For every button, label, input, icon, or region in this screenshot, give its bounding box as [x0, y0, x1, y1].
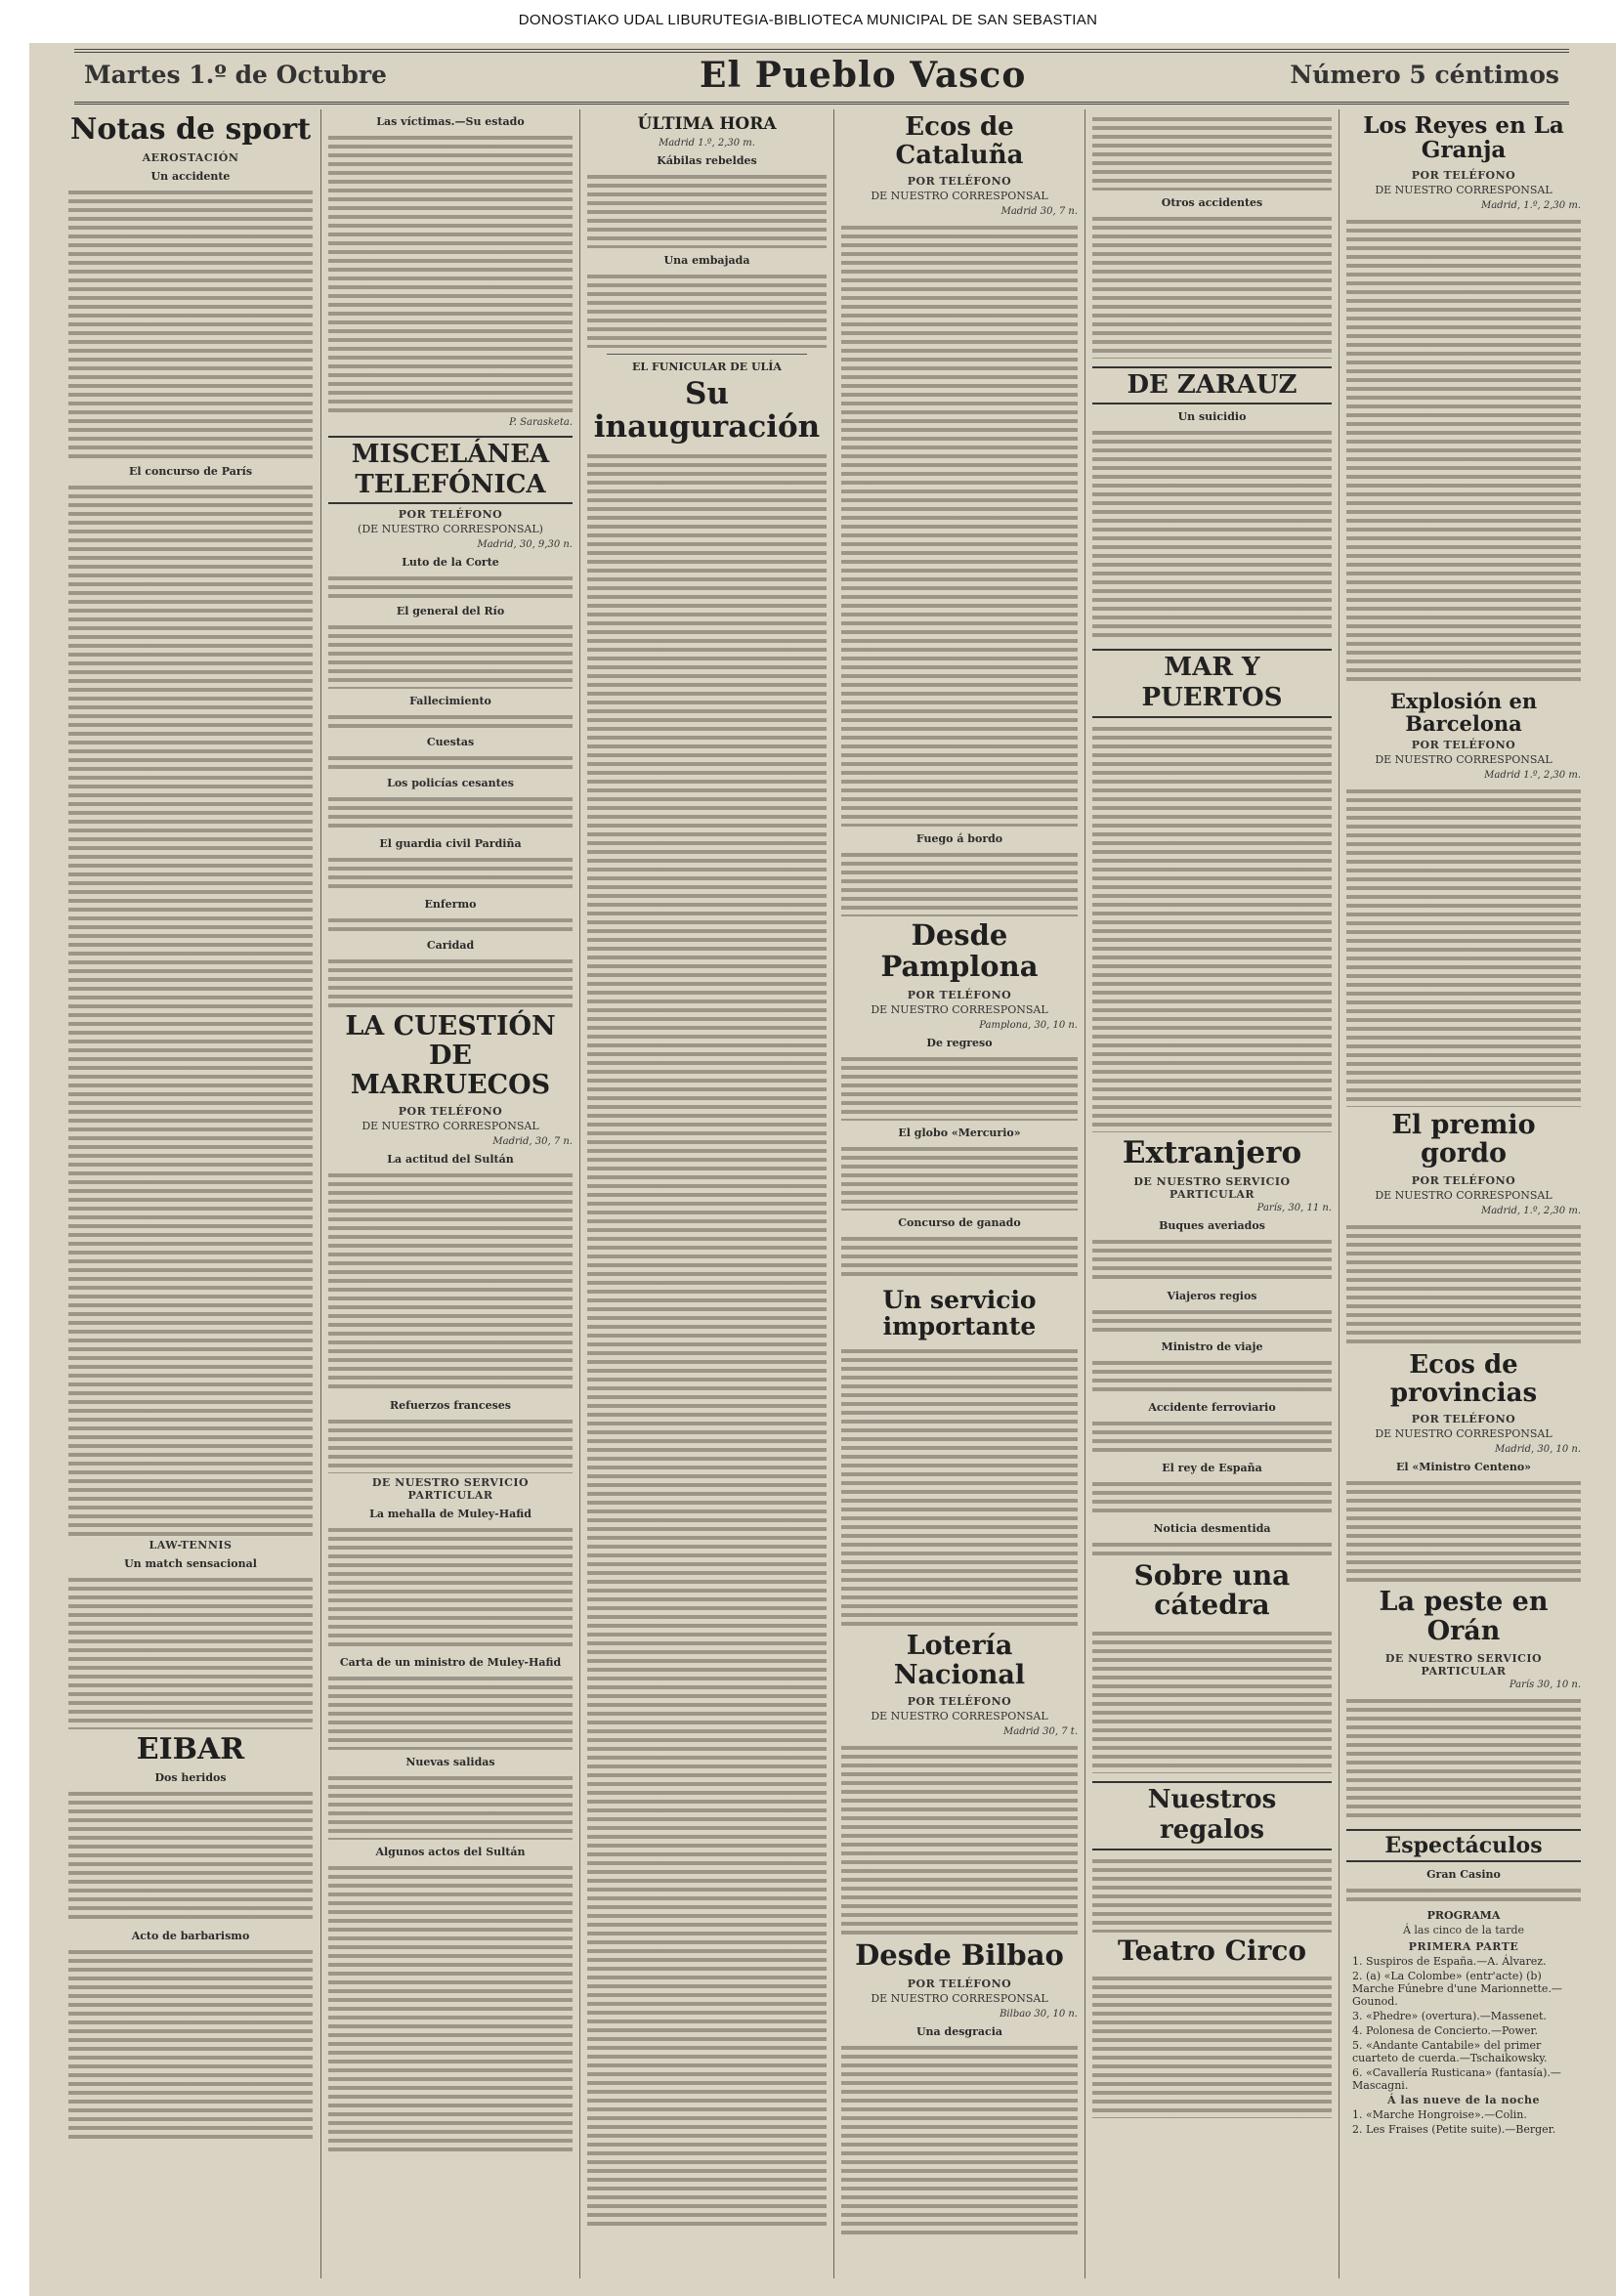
subhead: Cuestas [426, 736, 475, 749]
subhead: Nuevas salidas [405, 1756, 495, 1769]
article-text [328, 853, 573, 892]
article-text [328, 572, 573, 599]
headline-ultima-hora: ÚLTIMA HORA [637, 114, 777, 134]
headline-mar-puertos: MAR Y PUERTOS [1092, 649, 1332, 717]
article-text [328, 131, 573, 414]
dateline: Madrid 1.º, 2,30 m. [1484, 769, 1581, 781]
column-rule [1084, 109, 1085, 2278]
masthead-date: Martes 1.º de Octubre [84, 61, 387, 89]
program-item: 6. «Cavallería Rusticana» (fantasía).—Mascagni. [1352, 2066, 1561, 2093]
article-text [1092, 426, 1332, 641]
article-text [68, 1787, 313, 1924]
byline: DE NUESTRO CORRESPONSAL [871, 1992, 1048, 2006]
subhead: Algunos actos del Sultán [375, 1846, 526, 1859]
byline: DE NUESTRO SERVICIO PARTICULAR [371, 1476, 530, 1503]
article-text [1092, 1854, 1332, 1933]
article-text [1092, 1417, 1332, 1456]
subhead: Un match sensacional [124, 1557, 257, 1570]
subhead: Una desgracia [915, 2025, 1003, 2039]
subhead: El «Ministro Centeno» [1395, 1461, 1532, 1474]
article-text [328, 620, 573, 689]
article-text [841, 1232, 1078, 1281]
headline-eibar: EIBAR [136, 1732, 245, 1766]
dateline: Madrid, 30, 10 n. [1495, 1444, 1581, 1456]
article-text [1092, 1538, 1332, 1557]
article-text [841, 1052, 1078, 1121]
subhead: Fallecimiento [409, 695, 491, 708]
byline: (DE NUESTRO CORRESPONSAL) [358, 523, 543, 536]
article-text [328, 914, 573, 933]
subhead: Acto de barbarismo [131, 1930, 250, 1942]
article-text [1092, 722, 1332, 1132]
headline-notas-sport: Notas de sport [69, 112, 312, 147]
subhead: Á las nueve de la noche [1386, 2094, 1541, 2107]
article-text [1346, 1884, 1581, 1903]
article-text [68, 481, 313, 1536]
headline-inauguracion: Su inauguración [593, 375, 821, 445]
subhead: Refuerzos franceses [389, 1399, 511, 1413]
article-text [1346, 1476, 1581, 1584]
dateline: Pamplona, 30, 10 n. [979, 1019, 1078, 1031]
column-3 [587, 109, 827, 2288]
article-text [68, 186, 313, 459]
dateline: Madrid 1.º, 2,30 m. [659, 137, 755, 149]
byline: DE NUESTRO CORRESPONSAL [361, 1120, 539, 1133]
subhead: Gran Casino [1426, 1868, 1501, 1882]
column-rule [579, 109, 580, 2278]
byline: POR TELÉFONO [1411, 1174, 1516, 1188]
program-item: 2. Les Fraises (Petite suite).—Berger. [1352, 2123, 1556, 2137]
article-text [841, 1344, 1078, 1628]
subhead: Concurso de ganado [898, 1215, 1021, 1229]
subhead: Un suicidio [1177, 410, 1247, 424]
headline-reyes-granja: Los Reyes en La Granja [1363, 112, 1564, 164]
byline: DE NUESTRO CORRESPONSAL [871, 1002, 1048, 1016]
subhead: EL FUNICULAR DE ULÍA [632, 360, 782, 373]
byline: POR TELÉFONO [907, 1977, 1012, 1991]
article-text [328, 792, 573, 831]
divider [607, 354, 807, 355]
subhead: Ministro de viaje [1161, 1339, 1263, 1353]
masthead [74, 49, 1569, 105]
byline: POR TELÉFONO [907, 175, 1012, 189]
article-text [1092, 112, 1332, 191]
byline: POR TELÉFONO [1411, 738, 1516, 751]
archive-title: DONOSTIAKO UDAL LIBURUTEGIA-BIBLIOTECA MUNICIPAL DE SAN SEBASTIAN [518, 11, 1098, 28]
dateline: Madrid 30, 7 t. [1003, 1726, 1078, 1738]
article-text [68, 1945, 313, 2141]
headline-zarauz: DE ZARAUZ [1092, 366, 1332, 404]
headline-regalos: Nuestros regalos [1092, 1781, 1332, 1850]
article-text [841, 2041, 1078, 2236]
article-text [1092, 1627, 1332, 1773]
subhead: Noticia desmentida [1153, 1521, 1271, 1535]
article-text [328, 1523, 573, 1650]
program-item: 1. Suspiros de España.—A. Álvarez. [1352, 1955, 1547, 1969]
program-item: 2. (a) «La Colombe» (entr'acte) (b) Marche Fúnebre d'une Marionnette.—Gounod. [1352, 1970, 1562, 2009]
byline: POR TELÉFONO [907, 988, 1012, 1001]
article-text [328, 1415, 573, 1473]
subhead: El guardia civil Pardiña [379, 837, 522, 851]
subhead: El concurso de París [128, 465, 253, 478]
headline-pamplona: Desde Pamplona [880, 918, 1039, 984]
dateline: París, 30, 11 n. [1256, 1202, 1332, 1213]
headline-ecos-provincias: Ecos de provincias [1389, 1350, 1538, 1408]
article-text [328, 1169, 573, 1393]
dateline: Madrid, 30, 9,30 n. [477, 539, 573, 551]
headline-loteria: Lotería Nacional [893, 1630, 1026, 1690]
masthead-title: El Pueblo Vasco [700, 55, 1027, 96]
subhead: Accidente ferroviario [1148, 1400, 1276, 1414]
article-text [1092, 212, 1332, 359]
subhead: Á las cinco de la tarde [1402, 1924, 1525, 1937]
subhead: Los policías cesantes [387, 777, 514, 790]
headline-miscelanea: MISCELÁNEA TELEFÓNICA [328, 436, 573, 504]
dateline: Madrid, 1.º, 2,30 m. [1480, 199, 1581, 211]
article-text [841, 221, 1078, 827]
article-text [587, 270, 827, 348]
column-1 [68, 109, 313, 2288]
subhead: Carta de un ministro de Muley-Hafid [339, 1656, 562, 1670]
article-text [1092, 1235, 1332, 1284]
headline-premio-gordo: El premio gordo [1391, 1109, 1536, 1169]
subhead: Caridad [426, 939, 475, 953]
headline-extranjero: Extranjero [1122, 1134, 1302, 1170]
dateline: París 30, 10 n. [1509, 1679, 1581, 1690]
article-text [68, 1573, 313, 1729]
byline: DE NUESTRO CORRESPONSAL [871, 190, 1048, 203]
article-text [328, 1771, 573, 1840]
column-6 [1346, 109, 1581, 2288]
byline: POR TELÉFONO [1411, 1413, 1516, 1426]
subhead: Kábilas rebeldes [657, 153, 757, 167]
article-text [841, 1142, 1078, 1211]
byline: DE NUESTRO CORRESPONSAL [871, 1710, 1048, 1723]
subhead: Las víctimas.—Su estado [376, 115, 525, 128]
subhead: Otros accidentes [1161, 196, 1263, 209]
article-text [328, 955, 573, 1008]
byline: DE NUESTRO CORRESPONSAL [1375, 1427, 1552, 1441]
byline: DE NUESTRO SERVICIO PARTICULAR [1133, 1174, 1291, 1201]
byline: DE NUESTRO CORRESPONSAL [1375, 1189, 1552, 1203]
subhead: Fuego á bordo [915, 832, 1003, 846]
byline: DE NUESTRO CORRESPONSAL [1375, 752, 1552, 766]
headline-catedra: Sobre una cátedra [1133, 1558, 1291, 1622]
subhead: PROGRAMA [1426, 1909, 1501, 1923]
section-label: AEROSTACIÓN [142, 151, 239, 164]
program-item: 1. «Marche Hongroise».—Colin. [1352, 2108, 1527, 2122]
section-label: LAW-TENNIS [149, 1539, 233, 1552]
subhead: PRIMERA PARTE [1408, 1940, 1519, 1954]
subhead: La actitud del Sultán [387, 1153, 514, 1167]
subhead: Viajeros regios [1167, 1289, 1257, 1302]
article-text [1346, 215, 1581, 684]
article-text [1092, 1356, 1332, 1395]
article-text [1346, 1694, 1581, 1821]
signature: P. Sarasketa. [509, 417, 573, 428]
subhead: Luto de la Corte [402, 556, 499, 570]
article-text [328, 710, 573, 730]
article-text [328, 751, 573, 771]
archive-header [0, 0, 1616, 39]
column-rule [320, 109, 321, 2278]
headline-bilbao: Desde Bilbao [855, 1938, 1064, 1973]
headline-servicio: Un servicio importante [882, 1285, 1037, 1341]
subhead: De regreso [926, 1036, 993, 1049]
subhead: El globo «Mercurio» [898, 1126, 1021, 1139]
subhead: Un accidente [150, 170, 231, 183]
column-4 [841, 109, 1078, 2288]
byline: POR TELÉFONO [398, 1105, 503, 1119]
program-item: 5. «Andante Cantabile» del primer cuarteto de cuerda.—Tschaikowsky. [1352, 2039, 1548, 2065]
column-2 [328, 109, 573, 2288]
article-text [841, 848, 1078, 916]
article-text [841, 1741, 1078, 1936]
subhead: El general del Río [396, 605, 505, 618]
article-text [328, 1861, 573, 2154]
subhead: Buques averiados [1159, 1218, 1265, 1232]
byline: POR TELÉFONO [907, 1695, 1012, 1709]
article-text [587, 449, 827, 2228]
article-text [1092, 1972, 1332, 2118]
byline: POR TELÉFONO [398, 508, 503, 522]
article-text [587, 170, 827, 248]
subhead: Enfermo [424, 898, 477, 912]
headline-explosion: Explosión en Barcelona [1389, 688, 1538, 736]
headline-teatro-circo: Teatro Circo [1117, 1934, 1307, 1967]
article-text [1346, 785, 1581, 1107]
headline-ecos-cataluna: Ecos de Cataluña [895, 112, 1024, 170]
byline: DE NUESTRO CORRESPONSAL [1375, 183, 1552, 196]
column-5 [1092, 109, 1332, 2288]
newspaper-page [29, 43, 1616, 2296]
subhead: La mehalla de Muley-Hafid [369, 1508, 532, 1521]
column-rule [833, 109, 834, 2278]
dateline: Madrid 30, 7 n. [1000, 206, 1078, 218]
subhead: Una embajada [663, 253, 750, 267]
program-item: 4. Polonesa de Concierto.—Power. [1352, 2024, 1539, 2038]
program-item: 3. «Phedre» (overtura).—Massenet. [1352, 2010, 1547, 2023]
dateline: Madrid, 1.º, 2,30 m. [1480, 1206, 1581, 1217]
article-text [1346, 1220, 1581, 1347]
article-text [1092, 1477, 1332, 1516]
subhead: Dos heridos [154, 1771, 227, 1784]
subhead: El rey de España [1162, 1461, 1262, 1474]
dateline: Bilbao 30, 10 n. [999, 2009, 1078, 2020]
byline: POR TELÉFONO [1411, 168, 1516, 182]
article-text [1092, 1305, 1332, 1335]
masthead-price: Número 5 céntimos [1290, 61, 1559, 89]
headline-cuestion-marruecos: LA CUESTIÓN DE MARRUECOS [345, 1011, 556, 1100]
headline-peste-oran: La peste en Orán [1379, 1587, 1549, 1647]
headline-espectaculos: Espectáculos [1346, 1829, 1581, 1862]
byline: DE NUESTRO SERVICIO PARTICULAR [1384, 1651, 1543, 1678]
dateline: Madrid, 30, 7 n. [492, 1136, 573, 1148]
column-rule [1339, 109, 1340, 2278]
article-text [328, 1672, 573, 1750]
